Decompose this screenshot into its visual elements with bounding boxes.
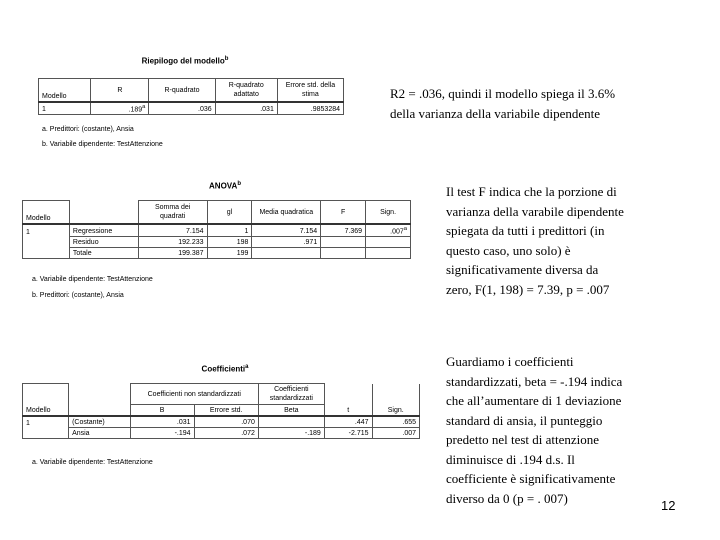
header-blank (69, 201, 138, 225)
r2-comment (390, 84, 680, 123)
cell-source: Residuo (69, 237, 138, 248)
cell-df: 198 (207, 237, 252, 248)
anova-note-a: a. Variabile dipendente: TestAttenzione (32, 276, 153, 283)
comment-line: standard di ansia, il punteggio (446, 412, 603, 428)
cell-ss: 192.233 (138, 237, 207, 248)
header-modello: Modello (39, 79, 91, 103)
cell-model: 1 (23, 416, 69, 428)
comment-line: questo caso, uno solo) è (446, 242, 571, 258)
cell-r2: .036 (149, 102, 215, 115)
header-somma: Somma dei quadrati (138, 201, 207, 225)
header-std-error: Errore std. (194, 405, 258, 417)
header-blank (69, 384, 131, 417)
header-r-quadrato: R-quadrato (149, 79, 215, 103)
cell-model: 1 (39, 102, 91, 115)
table-row (23, 248, 411, 259)
comment-line: diminuisce di .194 d.s. Il (446, 451, 575, 467)
cell-source: Regressione (69, 224, 138, 237)
anova-note-b: b. Predittori: (costante), Ansia (32, 292, 124, 299)
cell-std-error: .9853284 (277, 102, 343, 115)
comment-line: significativamente diversa da (446, 262, 599, 277)
cell-predictor: Ansia (69, 428, 131, 439)
r2-comment-line2: della varianza della variabile dipendente (390, 105, 601, 121)
cell-sig: .007$^a$ (366, 224, 411, 237)
header-media: Media quadratica (252, 201, 321, 225)
cell-ss: 7.154 (138, 224, 207, 237)
header-sign: Sign. (372, 384, 419, 417)
header-f: F (321, 201, 366, 225)
cell-r: .189$^a$ (91, 102, 149, 115)
header-r-quadrato-adattato: R-quadrato adattato (215, 79, 277, 103)
comment-line: coefficiente è significativamente (446, 471, 616, 486)
model-summary-table (38, 78, 344, 115)
cell-t: .447 (324, 416, 372, 428)
comment-line: Il test F indica che la porzione di (446, 184, 617, 199)
model-summary-note-b: b. Variabile dipendente: TestAttenzione (42, 141, 163, 148)
header-b: B (130, 405, 194, 417)
table-row (23, 237, 411, 248)
comment-line: che all’aumentare di 1 deviazione (446, 393, 622, 408)
anova-table (22, 200, 411, 259)
header-beta: Beta (258, 405, 324, 417)
header-standardized: Coefficienti standardizzati (258, 384, 324, 405)
cell-source: Totale (69, 248, 138, 259)
page-number: 12 (661, 498, 676, 513)
cell-b: -.194 (130, 428, 194, 439)
cell-ms: .971 (252, 237, 321, 248)
cell-model-empty (23, 237, 70, 248)
header-errore-std: Errore std. della stima (277, 79, 343, 103)
cell-f: 7.369 (321, 224, 366, 237)
anova-title: ANOVA$^b$ (209, 181, 241, 191)
cell-sig (366, 237, 411, 248)
header-sign: Sign. (366, 201, 411, 225)
cell-sig: .007 (372, 428, 419, 439)
comment-line: zero, F(1, 198) = 7.39, p = .007 (446, 281, 610, 297)
cell-predictor: (Costante) (69, 416, 131, 428)
coefficients-comment (446, 352, 716, 508)
comment-line: varianza della varabile dipendente (446, 203, 624, 219)
cell-model-empty (23, 248, 70, 259)
cell-beta: -.189 (258, 428, 324, 439)
comment-line: diverso da 0 (p = . 007) (446, 490, 568, 506)
table-row (23, 428, 420, 439)
table-row (23, 416, 420, 428)
coefficients-title: Coefficienti$^a$ (201, 364, 249, 374)
comment-line: standardizzati, beta = -.194 indica (446, 373, 623, 389)
header-t: t (324, 384, 372, 417)
cell-ms (252, 248, 321, 259)
cell-std-error: .072 (194, 428, 258, 439)
model-summary-note-a: a. Predittori: (costante), Ansia (42, 126, 134, 133)
comment-line: predetto nel test di attenzione (446, 432, 600, 447)
cell-model: 1 (23, 224, 70, 237)
cell-df: 199 (207, 248, 252, 259)
cell-df: 1 (207, 224, 252, 237)
cell-t: -2.715 (324, 428, 372, 439)
f-test-comment (446, 182, 716, 299)
header-modello: Modello (23, 384, 69, 417)
cell-model-empty (23, 428, 69, 439)
coefficients-table (22, 383, 420, 439)
comment-line: spiegata da tutti i predittori (in (446, 223, 605, 238)
header-r: R (91, 79, 149, 103)
coefficients-note-a: a. Variabile dipendente: TestAttenzione (32, 459, 153, 466)
cell-sig (366, 248, 411, 259)
cell-f (321, 248, 366, 259)
cell-beta (258, 416, 324, 428)
table-row (23, 224, 411, 237)
header-modello: Modello (23, 201, 70, 225)
cell-ms: 7.154 (252, 224, 321, 237)
cell-r2-adj: .031 (215, 102, 277, 115)
table-row (39, 102, 344, 115)
cell-b: .031 (130, 416, 194, 428)
model-summary-title: Riepilogo del modello$^b$ (141, 56, 229, 66)
comment-line: Guardiamo i coefficienti (446, 354, 574, 369)
cell-f (321, 237, 366, 248)
cell-sig: .655 (372, 416, 419, 428)
header-unstandardized: Coefficienti non standardizzati (130, 384, 258, 405)
r2-comment-line1: R2 = .036, quindi il modello spiega il 3.6% (390, 86, 616, 101)
cell-std-error: .070 (194, 416, 258, 428)
header-gl: gl (207, 201, 252, 225)
cell-ss: 199.387 (138, 248, 207, 259)
